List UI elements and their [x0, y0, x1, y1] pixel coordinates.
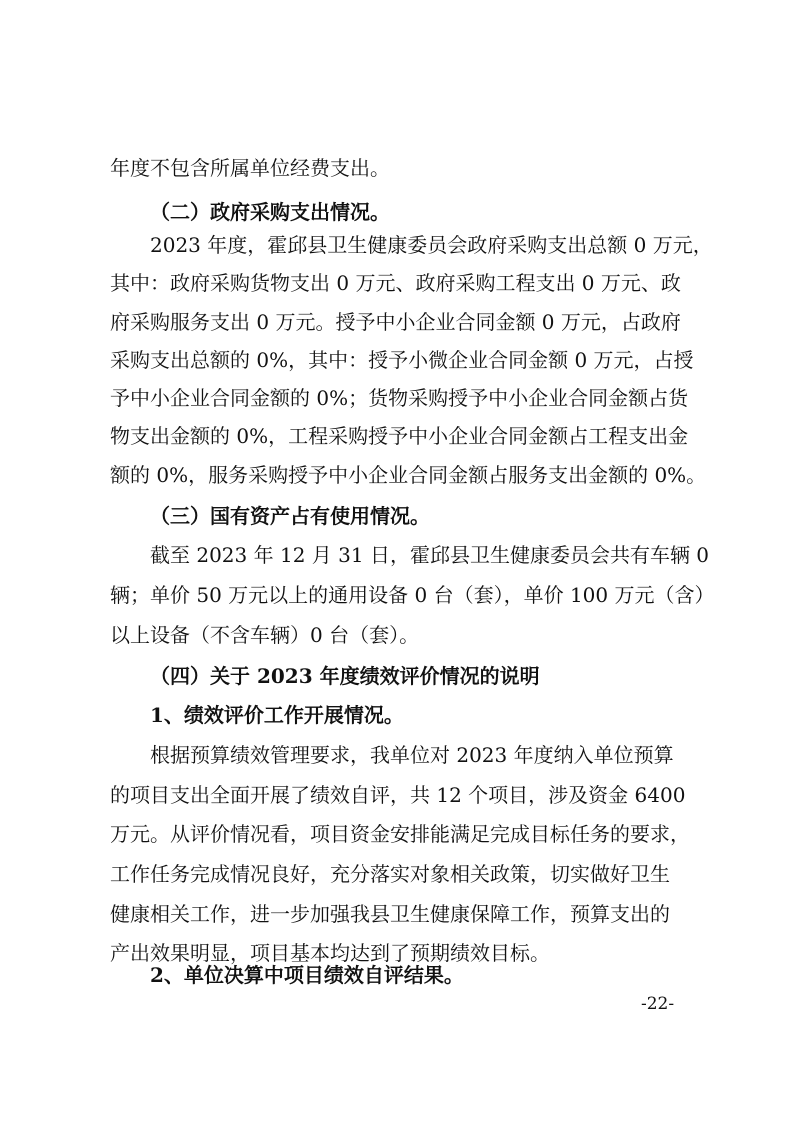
- body-line: 其中：政府采购货物支出 0 万元、政府采购工程支出 0 万元、政: [110, 271, 681, 295]
- body-line: 额的 0%，服务采购授予中小企业合同金额占服务支出金额的 0%。: [110, 463, 707, 487]
- body-line: 截至 2023 年 12 月 31 日，霍邱县卫生健康委员会共有车辆 0: [150, 543, 710, 567]
- body-line: 产出效果明显，项目基本均达到了预期绩效目标。: [110, 941, 550, 965]
- body-line: 万元。从评价情况看，项目资金安排能满足完成目标任务的要求，: [110, 822, 690, 846]
- body-line: 采购支出总额的 0%，其中：授予小微企业合同金额 0 万元，占授: [110, 348, 694, 372]
- body-line: 工作任务完成情况良好，充分落实对象相关政策，切实做好卫生: [110, 862, 670, 886]
- body-line: 年度不包含所属单位经费支出。: [110, 156, 390, 180]
- body-line: 辆；单价 50 万元以上的通用设备 0 台（套），单价 100 万元（含）: [110, 583, 715, 607]
- body-line: 根据预算绩效管理要求，我单位对 2023 年度纳入单位预算: [150, 743, 674, 767]
- body-line: 府采购服务支出 0 万元。授予中小企业合同金额 0 万元，占政府: [110, 310, 681, 334]
- subsection-heading: 2、单位决算中项目绩效自评结果。: [150, 963, 464, 987]
- body-line: 2023 年度，霍邱县卫生健康委员会政府采购支出总额 0 万元，: [150, 233, 713, 257]
- page-number: -22-: [641, 994, 675, 1014]
- section-heading: （二）政府采购支出情况。: [150, 200, 390, 224]
- body-line: 健康相关工作，进一步加强我县卫生健康保障工作，预算支出的: [110, 902, 670, 926]
- body-line: 的项目支出全面开展了绩效自评，共 12 个项目，涉及资金 6400: [110, 783, 686, 807]
- subsection-heading: 1、绩效评价工作开展情况。: [150, 703, 404, 727]
- section-heading: （四）关于 2023 年度绩效评价情况的说明: [150, 664, 540, 688]
- section-heading: （三）国有资产占有使用情况。: [150, 504, 430, 528]
- body-line: 以上设备（不含车辆）0 台（套）。: [110, 623, 420, 647]
- body-line: 予中小企业合同金额的 0%；货物采购授予中小企业合同金额占货: [110, 386, 689, 410]
- body-line: 物支出金额的 0%，工程采购授予中小企业合同金额占工程支出金: [110, 424, 689, 448]
